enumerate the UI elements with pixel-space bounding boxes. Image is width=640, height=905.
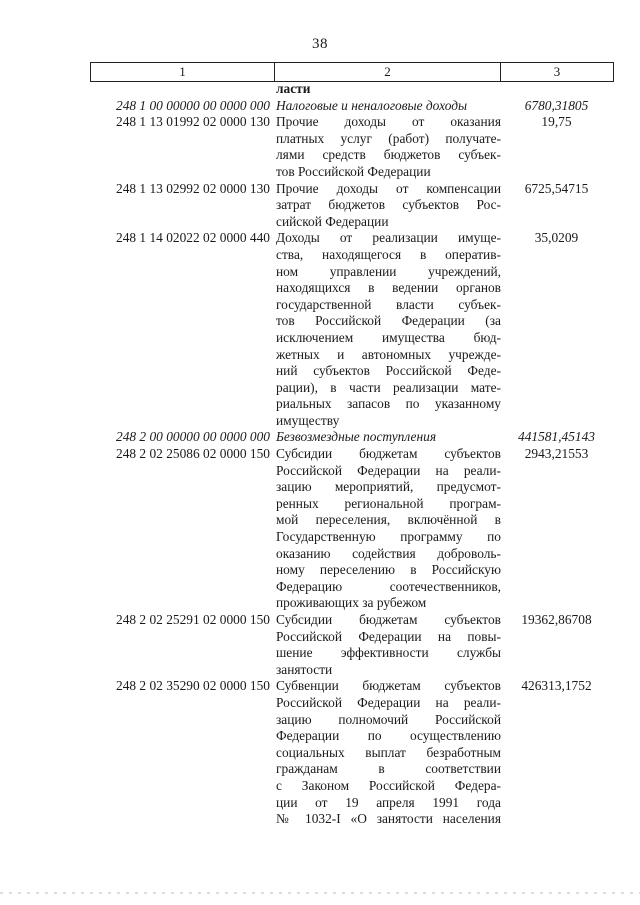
- income-description: [276, 230, 501, 429]
- table-row: [90, 612, 612, 678]
- description-line: с Законом Российской Федера-: [276, 777, 501, 793]
- table-body: [90, 81, 612, 828]
- description-line: Российской Федерации на реали-: [276, 694, 501, 710]
- amount-value: 35,0209: [534, 230, 579, 246]
- description-line: занятости: [276, 661, 333, 677]
- description-line: Субсидии бюджетам субъектов: [276, 612, 501, 627]
- description-line: Прочие доходы от компенсации: [276, 180, 501, 196]
- description-line: исключением имущества бюд-: [276, 329, 501, 345]
- table-row: [90, 429, 612, 446]
- description-line: лями средств бюджетов субъек-: [276, 147, 501, 163]
- table-row: [90, 181, 612, 231]
- description-line: ренных региональной програм-: [276, 495, 501, 511]
- description-line: шение эффективности службы: [276, 645, 501, 661]
- description-line: мой переселения, включённой в: [276, 512, 501, 528]
- table-row: [90, 678, 612, 827]
- table-row: [90, 81, 612, 98]
- description-line: ном управлении учреждений,: [276, 263, 501, 279]
- table-header: [90, 62, 614, 82]
- description-line: Российской Федерации на повы-: [276, 628, 501, 644]
- description-line: оказанию содействия доброволь-: [276, 545, 501, 561]
- description-line: № 1032-I «О занятости населения: [276, 811, 501, 827]
- page-number: 38: [312, 36, 328, 52]
- table-row: [90, 98, 612, 115]
- income-description: [276, 678, 501, 827]
- amount-value: 19362,86708: [521, 612, 592, 627]
- amount-value: 6725,54715: [524, 180, 589, 196]
- description-line: рации), в части реализации мате-: [276, 379, 501, 395]
- description-line: Прочие доходы от оказания: [276, 114, 501, 130]
- description-line: проживающих за рубежом: [276, 595, 427, 611]
- description-line: жетных и автономных учрежде-: [276, 346, 501, 362]
- description-line: ний субъектов Российской Феде-: [276, 363, 501, 379]
- table-row: [90, 446, 612, 612]
- budget-code: 248 2 02 35290 02 0000 150: [116, 678, 270, 694]
- income-description: [276, 114, 501, 180]
- description-line: гражданам в соответствии: [276, 761, 501, 777]
- description-line: Государственную программу по: [276, 529, 501, 545]
- budget-code: 248 2 00 00000 00 0000 000: [116, 429, 270, 445]
- description-line: Безвозмездные поступления: [276, 429, 437, 445]
- scan-edge-decoration: [0, 892, 640, 894]
- budget-code: 248 2 02 25291 02 0000 150: [116, 612, 270, 627]
- budget-code: 248 1 14 02022 02 0000 440: [116, 230, 270, 246]
- budget-code: 248 1 00 00000 00 0000 000: [116, 97, 270, 113]
- description-line: Субвенции бюджетам субъектов: [276, 678, 501, 694]
- income-description: [276, 612, 501, 678]
- description-line: тов Российской Федерации: [276, 163, 431, 179]
- budget-code: [90, 81, 276, 98]
- header-col-2: 2: [275, 63, 501, 81]
- amount-value: [501, 81, 612, 98]
- description-line: зацию мероприятий, предусмот-: [276, 479, 501, 495]
- budget-code: 248 2 02 25086 02 0000 150: [116, 446, 270, 462]
- amount-value: 2943,21553: [524, 446, 589, 462]
- income-description: [276, 81, 501, 98]
- description-line: имуществу: [276, 412, 340, 428]
- description-line: Доходы от реализации имуще-: [276, 230, 501, 246]
- header-col-3: 3: [553, 64, 561, 79]
- income-description: [276, 446, 501, 612]
- description-line: зацию полномочий Российской: [276, 711, 501, 727]
- amount-value: 426313,1752: [521, 678, 592, 694]
- description-line: платных услуг (работ) получате-: [276, 130, 501, 146]
- description-line: ному переселению в Российскую: [276, 562, 501, 578]
- description-line: Российской Федерации на реали-: [276, 462, 501, 478]
- header-col-1: 1: [91, 63, 275, 81]
- description-line: Федерацию соотечественников,: [276, 578, 501, 594]
- income-description: [276, 98, 501, 115]
- amount-value: 441581,45143: [518, 429, 595, 445]
- budget-code: 248 1 13 02992 02 0000 130: [116, 180, 270, 196]
- description-line: социальных выплат безработным: [276, 744, 501, 760]
- description-line: сийской Федерации: [276, 213, 389, 229]
- table-row: [90, 230, 612, 429]
- description-line: ласти: [276, 81, 311, 96]
- income-description: [276, 429, 501, 446]
- description-line: находящихся в ведении органов: [276, 280, 501, 296]
- description-line: ции от 19 апреля 1991 года: [276, 794, 501, 810]
- description-line: Субсидии бюджетам субъектов: [276, 446, 501, 462]
- description-line: риальных запасов по указанному: [276, 396, 501, 412]
- amount-value: 19,75: [541, 114, 572, 130]
- description-line: государственной власти субъек-: [276, 296, 501, 312]
- income-description: [276, 181, 501, 231]
- description-line: ства, находящегося в оператив-: [276, 246, 501, 262]
- description-line: Налоговые и неналоговые доходы: [276, 97, 468, 113]
- description-line: затрат бюджетов субъектов Рос-: [276, 197, 501, 213]
- description-line: тов Российской Федерации (за: [276, 313, 501, 329]
- table-row: [90, 114, 612, 180]
- amount-value: 6780,31805: [524, 97, 589, 113]
- description-line: Федерации по осуществлению: [276, 728, 501, 744]
- budget-code: 248 1 13 01992 02 0000 130: [116, 114, 270, 130]
